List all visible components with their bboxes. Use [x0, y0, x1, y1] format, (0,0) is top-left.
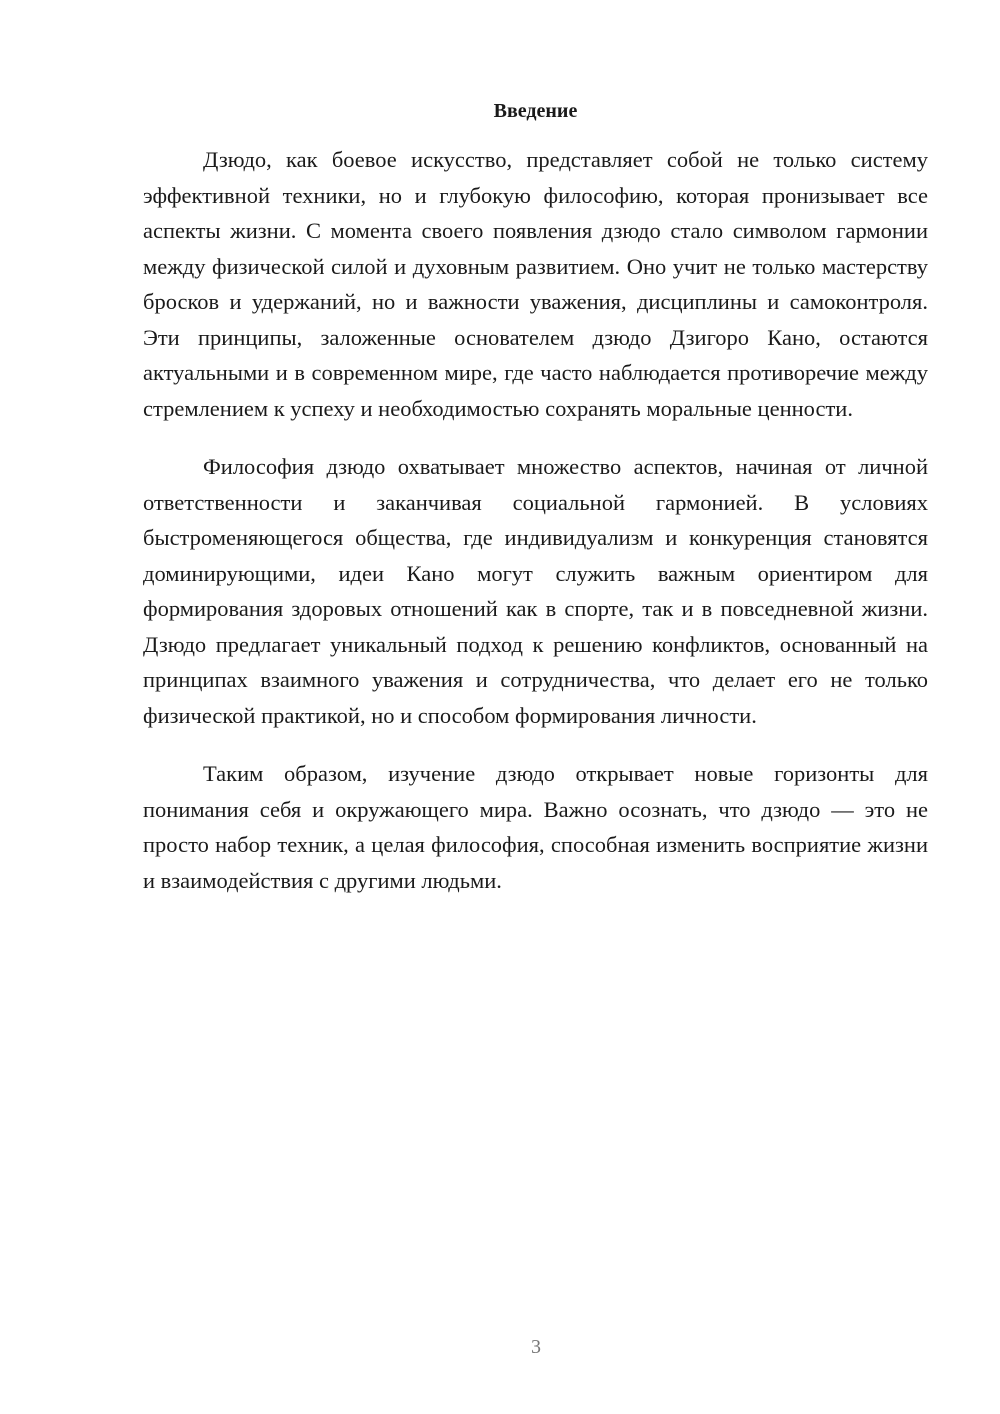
paragraph-2: Философия дзюдо охватывает множество аспектов, начиная от личной ответственности и заканчивая социальной гармонией. В условиях быстроменяющегося общества, где индивидуализм и конкуренция становятся доминирующими, идеи Кано могут служить важным ориентиром для формирования здоровых отношений как в спорте, так и в повседневной жизни. Дзюдо предлагает уникальный подход к решению конфликтов, основанный на принципах взаимного уважения и сотрудничества, что делает его не только физической практикой, но и способом формирования личности. [143, 454, 928, 728]
body-text [143, 142, 928, 921]
paragraph-3: Таким образом, изучение дзюдо открывает новые горизонты для понимания себя и окружающего мира. Важно осознать, что дзюдо — это не просто набор техник, а целая философия, способная изменить восприятие жизни и взаимодействия с другими людьми. [143, 761, 928, 893]
page-title: Введение [493, 100, 578, 122]
paragraph-1: Дзюдо, как боевое искусство, представляет собой не только систему эффективной техники, но и глубокую философию, которая пронизывает все аспекты жизни. С момента своего появления дзюдо стало символом гармонии между физической силой и духовным развитием. Оно учит не только мастерству бросков и удержаний, но и важности уважения, дисциплины и самоконтроля. Эти принципы, заложенные основателем дзюдо Дзигоро Кано, остаются актуальными и в современном мире, где часто наблюдается противоречие между стремлением к успеху и необходимостью сохранять моральные ценности. [143, 147, 928, 421]
page-number: 3 [531, 1336, 541, 1358]
